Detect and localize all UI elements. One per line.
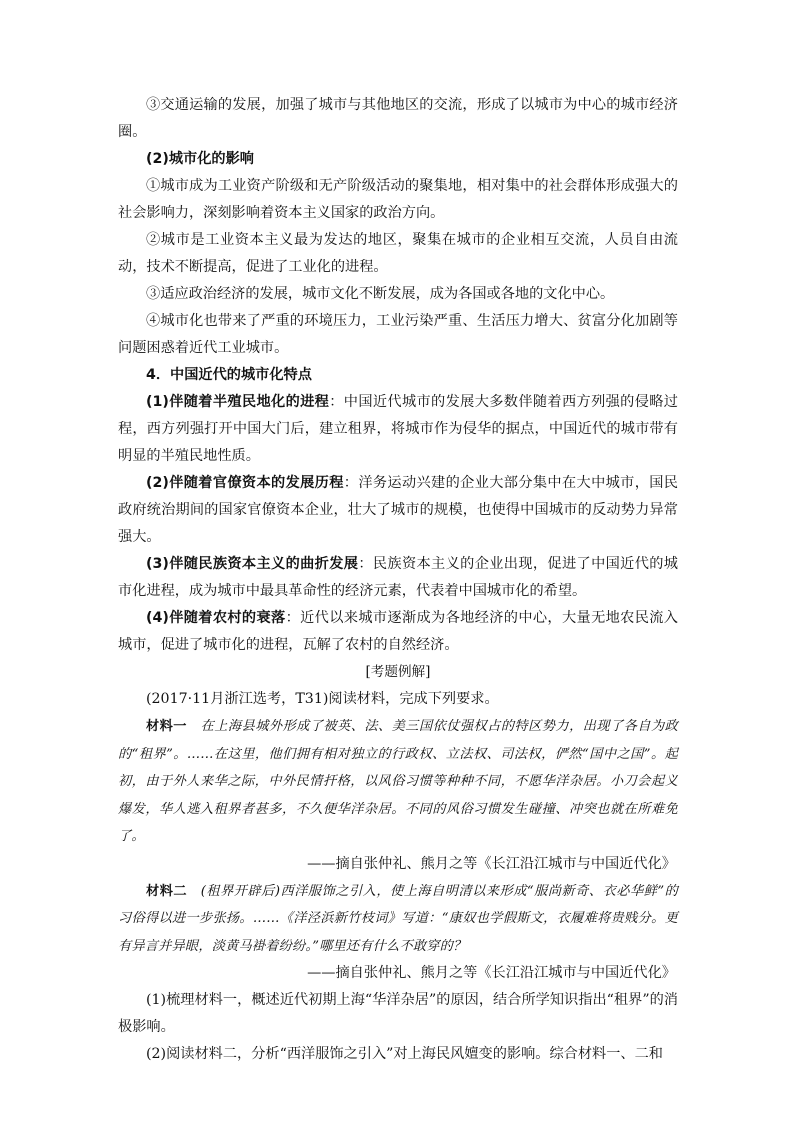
feature-3-label: (3)伴随民族资本主义的曲折发展 — [146, 556, 359, 572]
document-page — [118, 92, 678, 1068]
question-intro: (2017·11月浙江选考，T31)阅读材料，完成下列要求。 — [146, 691, 499, 707]
feature-1 — [118, 389, 678, 470]
material-2-source: ——摘自张仲礼、熊月之等《长江沿江城市与中国近代化》 — [307, 965, 676, 981]
feature-1-label: (1)伴随着半殖民地化的进程 — [146, 394, 330, 410]
material-1-text: 在上海县城外形成了被英、法、美三国依仗强权占的特区势力，出现了各自为政的“租界”。……在这里，他们拥有相对独立的行政权、立法权、司法权，俨然“国中之国”。起初，由于外人来华之际，中外民情扞格，以风俗习惯等种种不同，不愿华洋杂居。小刀会起义爆发，华人逃入租界者甚多，不久便华洋杂居。不同的风俗习惯发生碰撞、冲突也就在所难免了。 — [118, 719, 678, 844]
feature-2-text: ：洋务运动兴建的企业大部分集中在大中城市，国民政府统治期间的国家官僚资本企业，壮大了城市的规模，也使得中国城市的反动势力异常强大。 — [118, 475, 678, 545]
paragraph-transport: ③交通运输的发展，加强了城市与其他地区的交流，形成了以城市为中心的城市经济圈。 — [118, 97, 678, 140]
section-4-heading: 4．中国近代的城市化特点 — [146, 367, 312, 383]
feature-3-text: ：民族资本主义的企业出现，促进了中国近代的城市化进程，成为城市中最具革命性的经济元素，代表着中国城市化的希望。 — [118, 556, 678, 599]
feature-4 — [118, 605, 678, 659]
feature-4-text: ：近代以来城市逐渐成为各地经济的中心，大量无地农民流入城市，促进了城市化的进程，瓦解了农村的自然经济。 — [118, 610, 678, 653]
feature-2-label: (2)伴随着官僚资本的发展历程 — [146, 475, 344, 491]
material-1-label: 材料一 — [146, 719, 187, 734]
impact-point-1: ①城市成为工业资产阶级和无产阶级活动的聚集地，相对集中的社会群体形成强大的社会影响力，深刻影响着资本主义国家的政治方向。 — [118, 178, 678, 221]
feature-3 — [118, 551, 678, 605]
material-2-label: 材料二 — [146, 883, 188, 899]
material-2 — [118, 878, 678, 961]
feature-2 — [118, 470, 678, 551]
feature-1-text: ：中国近代城市的发展大多数伴随着西方列强的侵略过程，西方列强打开中国大门后，建立租界，将城市作为侵华的据点，中国近代的城市带有明显的半殖民地性质。 — [118, 394, 678, 464]
question-1: (1)梳理材料一，概述近代初期上海“华洋杂居”的原因，结合所学知识指出“租界”的消极影响。 — [118, 992, 678, 1035]
material-2-text: (租界开辟后)西洋服饰之引入，使上海自明清以来形成“服尚新奇、衣必华鲜”的习俗得以进一步张扬。……《洋泾浜新竹枝词》写道：“康奴也学假斯文，衣履难将贵贱分。更有异言并异眼，淡黄马褂着纷纷。”哪里还有什么不敢穿的？ — [118, 883, 678, 954]
example-heading: [考题例解] — [365, 664, 431, 680]
material-1-source: ——摘自张仲礼、熊月之等《长江沿江城市与中国近代化》 — [307, 855, 676, 872]
impact-point-4: ④城市化也带来了严重的环境压力，工业污染严重、生活压力增大、贫富分化加剧等问题困惑着近代工业城市。 — [118, 313, 678, 356]
impact-point-3: ③适应政治经济的发展，城市文化不断发展，成为各国或各地的文化中心。 — [146, 286, 615, 302]
question-2: (2)阅读材料二，分析“西洋服饰之引入”对上海民风嬗变的影响。综合材料一、二和 — [146, 1046, 663, 1062]
impact-heading: (2)城市化的影响 — [146, 151, 254, 167]
impact-point-2: ②城市是工业资本主义最为发达的地区，聚集在城市的企业相互交流，人员自由流动，技术不断提高，促进了工业化的进程。 — [118, 232, 678, 275]
feature-4-label: (4)伴随着农村的衰落 — [146, 610, 286, 626]
material-1 — [118, 713, 678, 851]
